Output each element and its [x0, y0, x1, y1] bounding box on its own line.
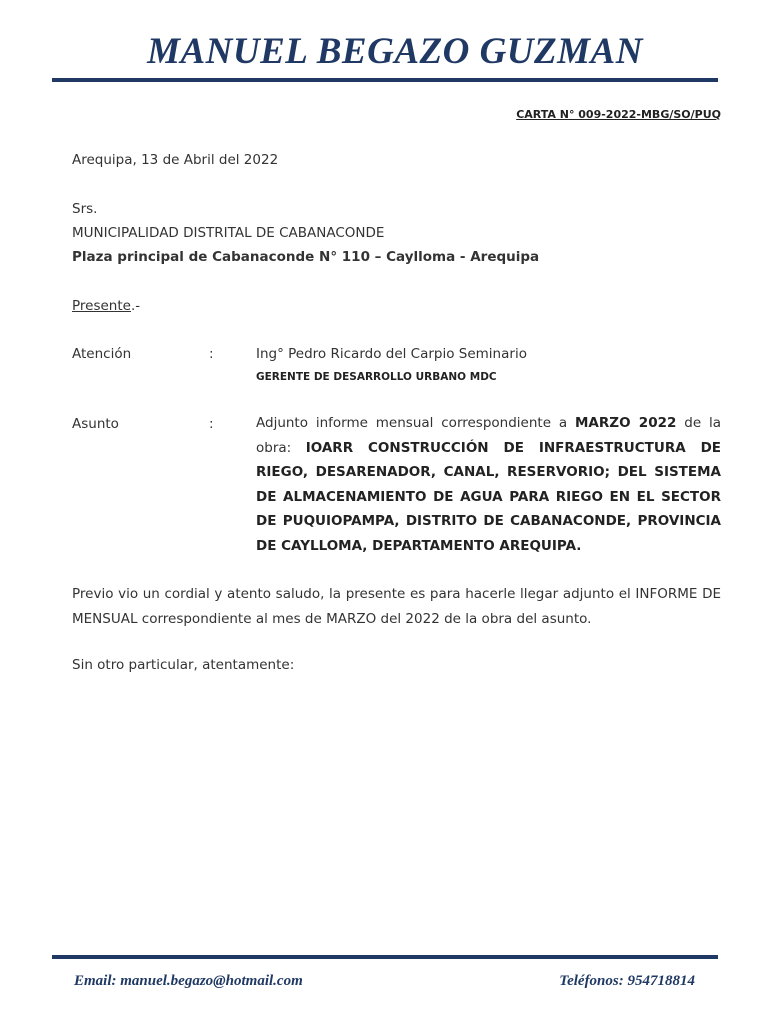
- atencion-name: Ing° Pedro Ricardo del Carpio Seminario: [256, 346, 527, 362]
- atencion-colon: :: [209, 346, 214, 362]
- asunto-intro-end: de la obra:: [256, 415, 721, 456]
- asunto-intro: Adjunto informe mensual correspondiente a: [256, 415, 575, 431]
- asunto-colon: :: [209, 416, 214, 432]
- atencion-role: GERENTE DE DESARROLLO URBANO MDC: [256, 371, 497, 383]
- closing-line: Sin otro particular, atentamente:: [72, 657, 295, 673]
- footer-divider: [52, 955, 718, 959]
- header-divider: [52, 78, 718, 82]
- recipient-entity: MUNICIPALIDAD DISTRITAL DE CABANACONDE: [72, 225, 385, 241]
- presente-line: [72, 298, 140, 314]
- footer-phone: Teléfonos: 954718814: [559, 973, 695, 989]
- asunto-project-title: IOARR CONSTRUCCIÓN DE INFRAESTRUCTURA DE RIEGO, DESARENADOR, CANAL, RESERVORIO; DEL SISTEMA DE ALMACENAMIENTO DE AGUA PARA RIEGO EN EL SECTOR DE PUQUIOPAMPA, DISTRITO DE CABANACONDE, PROVINCIA DE CAYLLOMA, DEPARTAMENTO AREQUIPA.: [256, 439, 722, 554]
- footer-email: Email: manuel.begazo@hotmail.com: [74, 973, 303, 989]
- letter-date: Arequipa, 13 de Abril del 2022: [72, 152, 279, 168]
- body-paragraph: Previo vio un cordial y atento saludo, la presente es para hacerle llegar adjunto el INFORME DE MENSUAL correspondiente al mes de MARZO del 2022 de la obra del asunto.: [72, 586, 721, 627]
- recipient-greeting: Srs.: [72, 201, 98, 217]
- asunto-label: Asunto: [72, 416, 119, 432]
- atencion-label: Atención: [72, 346, 132, 362]
- presente-word: Presente: [72, 298, 131, 314]
- recipient-address: Plaza principal de Cabanaconde N° 110 – Caylloma - Arequipa: [72, 249, 540, 265]
- presente-suffix: .-: [130, 298, 141, 314]
- asunto-text: [256, 411, 721, 558]
- letter-reference-number: CARTA N° 009-2022-MBG/SO/PUQ: [516, 108, 721, 121]
- asunto-month: MARZO 2022: [575, 415, 677, 431]
- letterhead-name: MANUEL BEGAZO GUZMAN: [147, 31, 643, 72]
